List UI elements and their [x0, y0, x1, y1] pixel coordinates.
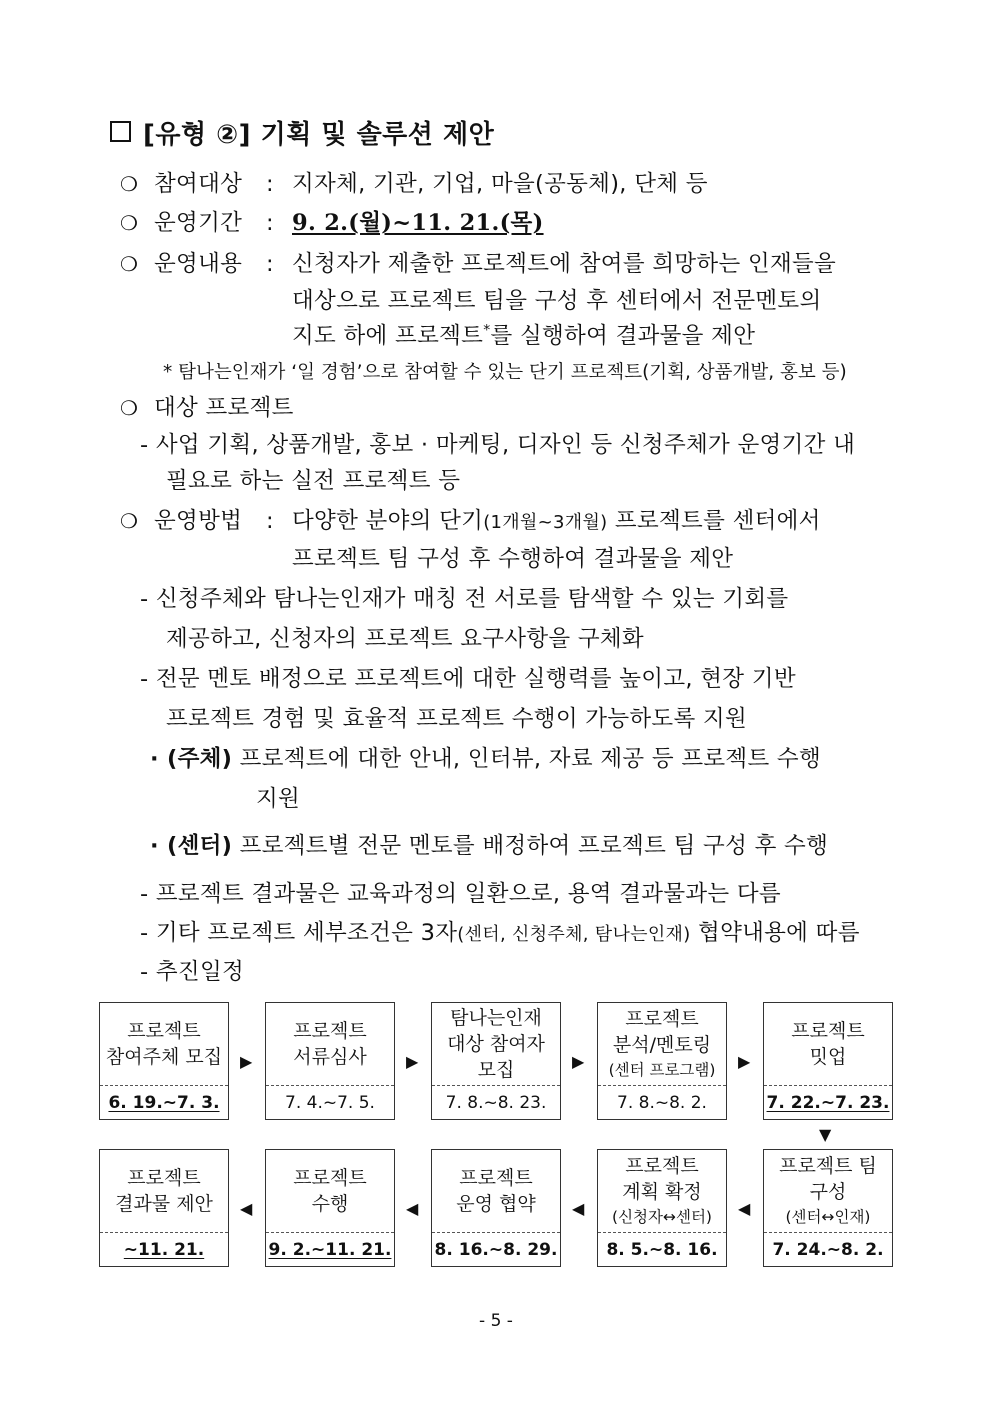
flow-step-team-build: 프로젝트 팀 구성 (센터↔인재) 7. 24.~8. 2.: [763, 1149, 893, 1267]
subject-item: · (주체) 프로젝트에 대한 안내, 인터뷰, 자료 제공 등 프로젝트 수행: [150, 746, 821, 772]
bullet-content: ❍ 운영내용 : 신청자가 제출한 프로젝트에 참여를 희망하는 인재들을: [120, 246, 836, 278]
projects-desc-1: - 사업 기획, 상품개발, 홍보 · 마케팅, 디자인 등 신청주체가 운영기간 내: [140, 432, 856, 458]
method-line-2: 프로젝트 팀 구성 후 수행하여 결과물을 제안: [292, 546, 734, 572]
page-number: - 5 -: [479, 1311, 513, 1331]
checkbox-square-icon: [110, 121, 131, 142]
step-date: 7. 24.~8. 2.: [772, 1239, 884, 1260]
period-value: 9. 2.(월)~11. 21.(목): [292, 210, 544, 236]
bullet-label: 참여대상: [154, 171, 243, 197]
method-desc-2a: - 전문 멘토 배정으로 프로젝트에 대한 실행력를 높이고, 현장 기반: [140, 666, 796, 692]
step-date: 9. 2.~11. 21.: [268, 1239, 392, 1260]
step-date: 7. 4.~7. 5.: [285, 1092, 375, 1113]
step-date: 8. 16.~8. 29.: [434, 1239, 558, 1260]
circle-bullet-icon: ❍: [120, 172, 139, 196]
flow-step-screening: 프로젝트 서류심사 7. 4.~7. 5.: [265, 1002, 395, 1120]
step-date: ~11. 21.: [123, 1239, 205, 1260]
bullet-value: 지자체, 기관, 기업, 마을(공동체), 단체 등: [292, 171, 708, 197]
schedule-heading: - 추진일정: [140, 959, 245, 985]
arrow-down-icon: ▼: [819, 1125, 832, 1144]
bullet-label: 운영기간: [154, 210, 243, 236]
circle-bullet-icon: ❍: [120, 509, 139, 533]
circle-bullet-icon: ❍: [120, 211, 139, 235]
bullet-projects: ❍ 대상 프로젝트: [120, 395, 294, 421]
flow-step-result: 프로젝트 결과물 제안 ~11. 21.: [99, 1149, 229, 1267]
step-date: 7. 8.~8. 23.: [445, 1092, 547, 1113]
subject-item-cont: 지원: [256, 786, 301, 812]
bullet-target: ❍ 참여대상 : 지자체, 기관, 기업, 마을(공동체), 단체 등: [120, 166, 708, 198]
projects-desc-2: 필요로 하는 실전 프로젝트 등: [166, 468, 461, 494]
bullet-label: 운영내용: [154, 251, 243, 277]
step-date: 8. 5.~8. 16.: [606, 1239, 718, 1260]
method-desc-3: - 프로젝트 결과물은 교육과정의 일환으로, 용역 결과물과는 다름: [140, 881, 781, 907]
content-line-3: 지도 하에 프로젝트*를 실행하여 결과물을 제안: [292, 322, 756, 349]
method-desc-1a: - 신청주체와 탐나는인재가 매칭 전 서로를 탐색할 수 있는 기회를: [140, 586, 789, 612]
content-line-2: 대상으로 프로젝트 팀을 구성 후 센터에서 전문멘토의: [292, 288, 822, 314]
bullet-method: ❍ 운영방법 : 다양한 분야의 단기(1개월~3개월) 프로젝트를 센터에서: [120, 503, 821, 535]
flow-step-execute: 프로젝트 수행 9. 2.~11. 21.: [265, 1149, 395, 1267]
flow-step-recruit: 프로젝트 참여주체 모집 6. 19.~7. 3.: [99, 1002, 229, 1120]
arrow-right-icon: ▶: [406, 1052, 419, 1071]
center-item: · (센터) 프로젝트별 전문 멘토를 배정하여 프로젝트 팀 구성 후 수행: [150, 833, 829, 859]
step-date: 6. 19.~7. 3.: [108, 1092, 220, 1113]
arrow-left-icon: ◀: [572, 1199, 585, 1218]
method-desc-1b: 제공하고, 신청자의 프로젝트 요구사항을 구체화: [166, 626, 644, 652]
bullet-period: ❍ 운영기간 : 9. 2.(월)~11. 21.(목): [120, 205, 544, 237]
section-title: [유형 ②] 기획 및 솔루션 제안: [110, 114, 494, 151]
arrow-left-icon: ◀: [738, 1199, 751, 1218]
flow-step-analysis: 프로젝트 분석/멘토링 (센터 프로그램) 7. 8.~8. 2.: [597, 1002, 727, 1120]
step-date: 7. 22.~7. 23.: [766, 1092, 890, 1113]
flow-step-meetup: 프로젝트 밋업 7. 22.~7. 23.: [763, 1002, 893, 1120]
flow-step-talent-recruit: 탐나는인재 대상 참여자 모집 7. 8.~8. 23.: [431, 1002, 561, 1120]
arrow-right-icon: ▶: [240, 1052, 253, 1071]
footnote: * 탐나는인재가 ‘일 경험’으로 참여할 수 있는 단기 프로젝트(기획, 상품개발, 홍보 등): [163, 362, 847, 383]
method-desc-2b: 프로젝트 경험 및 효율적 프로젝트 수행이 가능하도록 지원: [166, 706, 748, 732]
circle-bullet-icon: ❍: [120, 252, 139, 276]
arrow-right-icon: ▶: [738, 1052, 751, 1071]
flow-step-agreement: 프로젝트 운영 협약 8. 16.~8. 29.: [431, 1149, 561, 1267]
arrow-right-icon: ▶: [572, 1052, 585, 1071]
arrow-left-icon: ◀: [240, 1199, 253, 1218]
flow-step-plan-confirm: 프로젝트 계획 확정 (신청자↔센터) 8. 5.~8. 16.: [597, 1149, 727, 1267]
arrow-left-icon: ◀: [406, 1199, 419, 1218]
bullet-label: 운영방법: [154, 508, 243, 534]
method-desc-4: - 기타 프로젝트 세부조건은 3자(센터, 신청주체, 탐나는인재) 협약내용에 따름: [140, 920, 860, 946]
circle-bullet-icon: ❍: [120, 396, 139, 420]
step-date: 7. 8.~8. 2.: [617, 1092, 707, 1113]
